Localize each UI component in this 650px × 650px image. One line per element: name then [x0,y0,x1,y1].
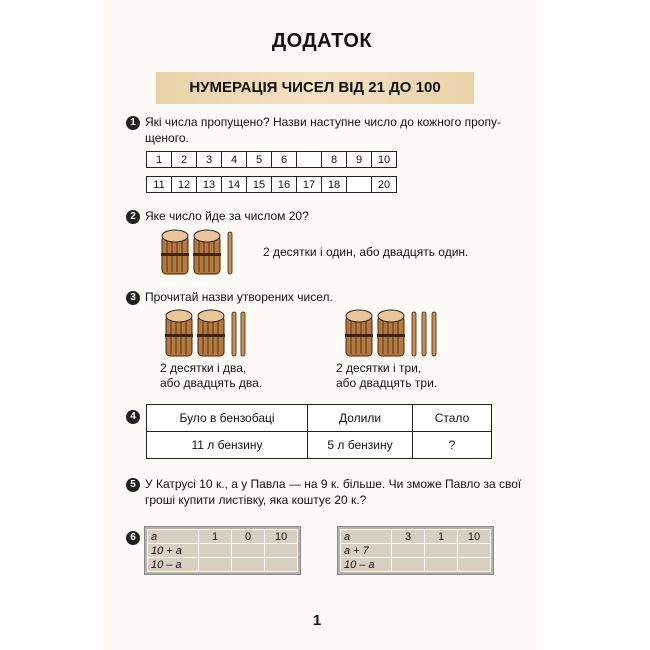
table-cell [199,544,232,558]
number-cell: 5 [247,152,272,168]
expression-table-left [144,526,301,575]
number-cell: 8 [322,152,347,168]
expression-table-right [337,526,494,575]
table-cell: ? [413,432,492,459]
stick-bundle-icon [377,310,405,356]
number-cell: 10 [372,152,397,168]
task5-text-2: гроші купити листівку, яка коштує 20 к.? [145,493,367,507]
single-stick-icon [432,312,436,356]
table-row [147,405,492,432]
task6-number: 6 [126,531,140,545]
task3-left-caption-2: або двадцять два. [160,376,263,390]
table-cell [458,544,491,558]
number-row-2 [146,176,397,193]
table-cell: 5 л бензину [308,432,413,459]
table-cell: 3 [392,530,425,544]
table-cell: 10 [265,530,298,544]
task1-number: 1 [126,116,140,130]
sticks-bundles-21 [158,228,238,276]
table-cell: 10 + a [148,544,199,558]
table-row [341,530,491,544]
table-header-cell: Долили [308,405,413,432]
table-row [148,558,298,572]
section-title: НУМЕРАЦІЯ ЧИСЕЛ ВІД 21 ДО 100 [189,79,441,96]
task5-number: 5 [126,478,140,492]
number-cell: 11 [147,177,172,193]
table-row [147,432,492,459]
table-cell [199,558,232,572]
page-number: 1 [312,612,322,629]
table-cell [265,558,298,572]
table-cell: 11 л бензину [147,432,308,459]
table-row [341,558,491,572]
task2-text: Яке число йде за числом 20? [145,209,309,223]
table-row [148,530,298,544]
single-stick-icon [228,232,232,274]
stick-bundle-icon [161,230,189,274]
table-row [341,544,491,558]
stick-bundle-icon [345,310,373,356]
sticks-bundles-23 [342,306,446,358]
number-cell: 3 [197,152,222,168]
table-cell [232,558,265,572]
stick-bundle-icon [193,230,221,274]
table-cell: 10 – a [341,558,392,572]
number-cell: 15 [247,177,272,193]
task4-number: 4 [126,410,140,424]
table-cell [425,544,458,558]
number-cell-empty [347,177,372,193]
task5-text-1: У Катрусі 10 к., а у Павла — на 9 к. більше. Чи зможе Павло за свої [145,477,522,491]
number-cell: 4 [222,152,247,168]
number-cell: 18 [322,177,347,193]
number-row-1 [146,151,397,168]
table-cell: 10 – a [148,558,199,572]
number-cell-empty [297,152,322,168]
number-cell: 20 [372,177,397,193]
table-header-cell: Було в бензобаці [147,405,308,432]
task3-left-caption-1: 2 десятки і два, [160,361,247,375]
task2-number: 2 [126,210,140,224]
fuel-table [146,404,492,459]
section-banner [156,72,474,104]
table-cell [458,558,491,572]
single-stick-icon [232,312,236,356]
task2-caption: 2 десятки і один, або двадцять один. [263,245,469,259]
task1-text-2: щеного. [145,131,189,145]
table-cell [265,544,298,558]
page-title: ДОДАТОК [271,30,373,52]
number-cell: 13 [197,177,222,193]
table-cell: 1 [199,530,232,544]
table-cell: a [148,530,199,544]
number-cell: 17 [297,177,322,193]
table-header-cell: Стало [413,405,492,432]
table-cell: 1 [425,530,458,544]
task3-right-caption-2: або двадцять три. [336,376,438,390]
stick-bundle-icon [165,310,193,356]
task3-text: Прочитай назви утворених чисел. [145,290,333,304]
table-cell [392,558,425,572]
task3-number: 3 [126,291,140,305]
table-cell: a + 7 [341,544,392,558]
number-cell: 16 [272,177,297,193]
number-cell: 1 [147,152,172,168]
number-cell: 6 [272,152,297,168]
table-cell: a [341,530,392,544]
table-cell [425,558,458,572]
single-stick-icon [241,312,245,356]
task3-right-caption-1: 2 десятки і три, [336,361,422,375]
number-cell: 12 [172,177,197,193]
stick-bundle-icon [197,310,225,356]
number-cell: 9 [347,152,372,168]
table-cell [232,544,265,558]
single-stick-icon [422,312,426,356]
table-row [148,544,298,558]
table-cell [392,544,425,558]
number-cell: 2 [172,152,197,168]
task1-text: Які числа пропущено? Назви наступне число до кожного пропу- [145,115,501,129]
sticks-bundles-22 [162,306,252,358]
table-cell: 10 [458,530,491,544]
single-stick-icon [412,312,416,356]
table-cell: 0 [232,530,265,544]
number-cell: 14 [222,177,247,193]
